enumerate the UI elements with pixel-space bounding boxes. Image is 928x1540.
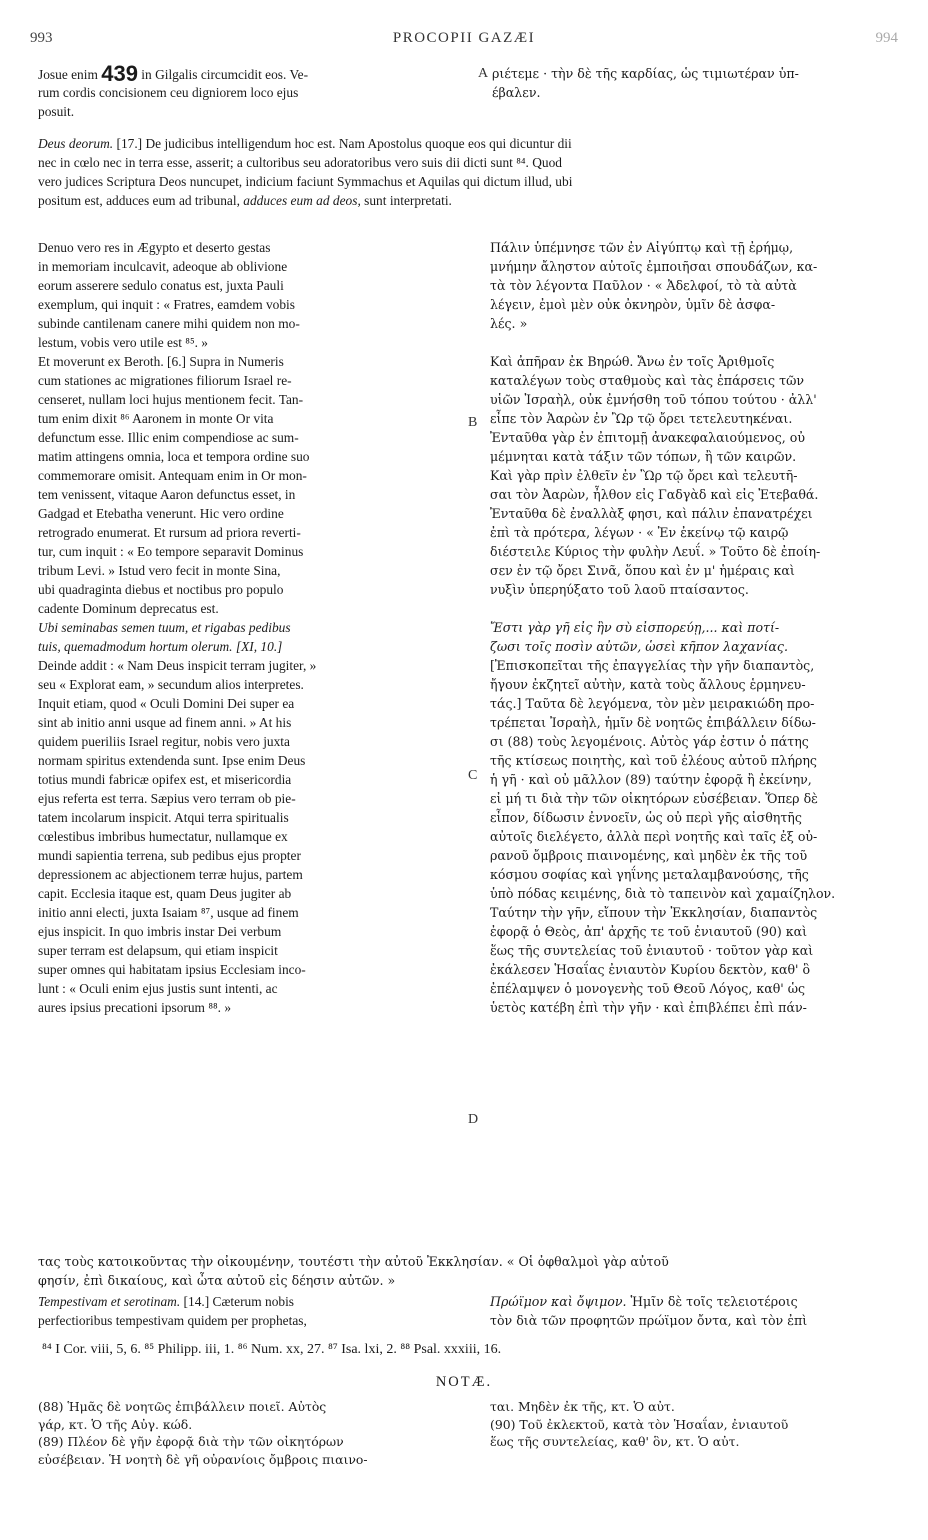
text-line: tuis, quemadmodum hortum olerum. [XI, 10.] [38, 639, 283, 654]
text-line: capit. Ecclesia itaque est, quam Deus jugiter ab [38, 886, 292, 901]
text-line: ριέτεμε · τὴν δὲ τῆς καρδίας, ὡς τιμιωτέραν ὑπ- [492, 66, 799, 81]
text-line: Πάλιν ὑπέμνησε τῶν ἐν Αἰγύπτῳ καὶ τῇ ἐρήμῳ, [490, 240, 794, 255]
text-segment: positum est, adduces eum ad tribunal, [38, 193, 244, 208]
text-line: μνήμην ἄληστον αὐτοῖς ἐμποιῆσαι σπουδάζων, κα- [490, 259, 818, 274]
note-line: ἕως τῆς συντελείας, καθ' ὃν, κτ. Ὁ αὐτ. [490, 1434, 740, 1449]
text-line: Et moverunt ex Beroth. [6.] Supra in Numeris [38, 354, 284, 369]
text-line: λέγειν, ἐμοὶ μὲν οὐκ ὀκνηρὸν, ὑμῖν δὲ ἀσφα- [490, 297, 776, 312]
text-line [38, 61, 470, 86]
text-line: Καὶ γὰρ πρὶν ἐλθεῖν ἐν Ὢρ τῷ ὄρει καὶ τελευτῆ- [490, 468, 798, 483]
text-line: eorum asserere sedulo conatus est, juxta Pauli [38, 278, 284, 293]
text-segment: Josue enim [38, 67, 102, 82]
text-line: vero judices Scriptura Deos nuncupet, indicium faciunt Symmachus et Aquilas qui dictum illud, ubi [38, 174, 573, 189]
margin-marker-b: B [468, 415, 478, 430]
text-line: τρέπεται Ἰσραὴλ, ἡμῖν δὲ νοητῶς ἐπιβάλλειν δίδω- [490, 715, 816, 730]
text-line: τας τοὺς κατοικοῦντας τὴν οἰκουμένην, τουτέστι τὴν αὐτοῦ Ἐκκλησίαν. « Οἱ ὀφθαλμοὶ γὰρ αὐτοῦ [38, 1254, 669, 1269]
text-line: ζωσι τοῖς ποσὶν αὐτῶν, ὡσεὶ κῆπον λαχανίας. [490, 639, 788, 654]
bottom-latin-block [38, 1292, 470, 1330]
text-line: διέστειλε Κύριος τὴν φυλὴν Λευΐ. » Τοῦτο δὲ ἐποίη- [490, 544, 821, 559]
text-line: quidem pueriliis Israel regitur, nobis vero juxta [38, 734, 290, 749]
text-line: εἰ μή τι διὰ τὴν τῶν οἰκητόρων εὐσέβειαν. Ὅπερ δὲ [490, 791, 818, 806]
text-line: depressionem ac abjectionem terræ hujus, partem [38, 867, 303, 882]
text-line: Inquit etiam, quod « Oculi Domini Dei super ea [38, 696, 295, 711]
lemma-italic: Deus deorum. [38, 136, 114, 151]
spanning-greek-lines [38, 1252, 910, 1290]
page-header [30, 30, 898, 52]
text-line: τῆς κτίσεως ποιητὴς, καὶ τοῦ ἐλέους αὐτοῦ πλήρης [490, 753, 817, 768]
text-line [490, 599, 910, 618]
text-line: ejus inspicit. In quo imbris instar Dei verbum [38, 924, 282, 939]
text-line: tatem incolarum inspicit. Atqui terra spiritualis [38, 810, 289, 825]
text-line: aures ipsius precationi ipsorum ⁸⁸. » [38, 1000, 232, 1015]
text-line: σαι τὸν Ἀαρὼν, ἦλθον εἰς Γαδγὰδ καὶ εἰς Ἐτεβαθά. [490, 487, 819, 502]
note-line: γάρ, κτ. Ὁ τῆς Αὐγ. κώδ. [38, 1416, 193, 1432]
note-line: (90) Τοῦ ἐκλεκτοῦ, κατὰ τὸν Ἡσαΐαν, ἐνιαυτοῦ [490, 1416, 789, 1432]
text-line: υἱῶν Ἰσραὴλ, οὐκ ἐμνήσθη τοῦ τόπου τούτου · ἀλλ' [490, 392, 817, 407]
text-line: μέμνηται κατὰ τάξιν τῶν τόπων, ἢ τῶν καιρῶν. [490, 449, 797, 464]
text-line: tribum Levi. » Istud vero fecit in monte Sina, [38, 563, 281, 578]
margin-marker-c: C [468, 768, 478, 783]
notes-left-column [38, 1398, 468, 1468]
text-line: lunt : « Oculi enim ejus justis sunt intenti, ac [38, 981, 278, 996]
text-line: cum stationes ac migrationes filiorum Israel re- [38, 373, 292, 388]
text-segment: in Gilgalis circumcidit eos. Ve- [137, 67, 309, 82]
text-line: tur, cum inquit : « Eo tempore separavit Dominus [38, 544, 304, 559]
text-line: ὑπὸ πόδας κειμένης, διὰ τὸ ταπεινὸν καὶ χαμαίζηλον. [490, 886, 836, 901]
text-line: ἐκάλεσεν Ἡσαΐας ἐνιαυτὸν Κυρίου δεκτὸν, καθ' ὃ [490, 962, 811, 977]
text-line: matim attingens omnia, loca et tempora ordine suo [38, 449, 310, 464]
text-line: φησίν, ἐπὶ δικαίους, καὶ ὦτα αὐτοῦ εἰς δέησιν αὐτῶν. » [38, 1273, 396, 1288]
text-line: ἕως τῆς συντελείας τοῦ ἐνιαυτοῦ · τοῦτον γὰρ καὶ [490, 943, 814, 958]
text-line: Ταύτην τὴν γῆν, εἴπουν τὴν Ἐκκλησίαν, διαπαντὸς [490, 905, 818, 920]
text-line: λές. » [490, 316, 528, 331]
full-width-paragraph [38, 134, 906, 210]
text-line: sint ab initio anni usque ad finem anni. » At his [38, 715, 292, 730]
text-line: τὰ τὸν λέγοντα Παῦλον · « Ἀδελφοί, τὸ τὰ αὐτὰ [490, 278, 797, 293]
text-line [490, 1292, 910, 1311]
text-line: ejus referta est terra. Sæpius vero terram ob pie- [38, 791, 296, 806]
text-line: Ubi seminabas semen tuum, et rigabas pedibus [38, 620, 291, 635]
text-line: τὸν διὰ τῶν προφητῶν πρώϊμον ὄντα, καὶ τὸν ἐπὶ [490, 1313, 808, 1328]
text-line: censeret, nullam loci hujus mentionem fecit. Tan- [38, 392, 304, 407]
text-line: tum enim dixit ⁸⁶ Aaronem in monte Or vita [38, 411, 274, 426]
text-line: έβαλεν. [492, 85, 541, 100]
text-line: in memoriam inculcavit, adeoque ab oblivione [38, 259, 288, 274]
text-line: posuit. [38, 104, 75, 119]
text-line: ρανοῦ ὄμβροις πιαινομένης, καὶ μηδὲν ἐκ τῆς τοῦ [490, 848, 808, 863]
text-line: σεν ἐν τῷ ὄρει Σινᾶ, ὅπου καὶ ἐν μ' ἡμέραις καὶ [490, 563, 795, 578]
margin-marker-d: D [468, 1112, 479, 1127]
text-line: ὑετὸς κατέβη ἐπὶ τὴν γῆν · καὶ ἐπιβλέπει ἐπὶ πάν- [490, 1000, 807, 1015]
column-number: 439 [101, 61, 138, 86]
notes-right-column [490, 1398, 910, 1451]
text-line: totius mundi fabricæ opifex est, et misericordia [38, 772, 292, 787]
text-line: cadente Dominum deprecatus est. [38, 601, 219, 616]
text-line: ἤγουν ἐκζητεῖ αὐτὴν, κατὰ τοὺς ἄλλους ἑρμηνευ- [490, 677, 806, 692]
text-line: perfectioribus tempestivam quidem per prophetas, [38, 1313, 307, 1328]
text-line: Deinde addit : « Nam Deus inspicit terram jugiter, » [38, 658, 317, 673]
top-latin-block [38, 61, 470, 121]
text-line: εἶπον, δίδωσιν ἐννοεῖν, ὡς οὐ περὶ γῆς αἰσθητῆς [490, 810, 802, 825]
text-line: rum cordis concisionem ceu digniorem loco ejus [38, 85, 299, 100]
note-line: ται. Μηδὲν ἐκ τῆς, κτ. Ὁ αὐτ. [490, 1399, 675, 1414]
page-number-left: 993 [30, 30, 53, 46]
top-greek-block [492, 64, 908, 102]
text-line: tem venissent, vitaque Aaron defunctus esset, in [38, 487, 296, 502]
text-line [38, 1292, 470, 1311]
text-line: commemorare omisit. Antequam enim in Or mon- [38, 468, 307, 483]
text-line [38, 134, 906, 153]
bottom-greek-block [490, 1292, 910, 1330]
lemma-italic: Πρώϊμον καὶ ὄψιμον. [490, 1294, 627, 1309]
text-line: νυξὶν ὑπερηύξατο τοῦ λαοῦ πταίσαντος. [490, 582, 749, 597]
text-line: [Ἐπισκοπεῖται τῆς ἐπαγγελίας τὴν γῆν διαπαντὸς, [490, 658, 815, 673]
text-line: εἶπε τὸν Ἀαρὼν ἐν Ὢρ τῷ ὄρει τετελευτηκέναι. [490, 411, 793, 426]
text-line: Ἐνταῦθα δὲ ἐναλλὰξ φησι, καὶ πάλιν ἐπανατρέχει [490, 506, 813, 521]
text-line: retrogrado enumerat. Et rursum ad priora reverti- [38, 525, 301, 540]
text-line: σι (88) τοὺς λεγομένοις. Αὐτὸς γάρ ἐστιν ὁ πάτης [490, 734, 809, 749]
text-line [490, 333, 910, 352]
text-segment: sunt interpretati. [360, 193, 452, 208]
text-line: κόσμου σοφίας καὶ γηΐνης μεταλαμβανούσης, τῆς [490, 867, 809, 882]
text-line: defunctum esse. Illic enim compendiose ac sum- [38, 430, 299, 445]
text-line: Ἔστι γὰρ γῆ εἰς ἣν σὺ εἰσπορεύῃ,... καὶ ποτί- [490, 620, 780, 635]
text-line: Gadgad et Etebatha venerunt. Hic vero ordine [38, 506, 284, 521]
text-line: exemplum, qui inquit : « Fratres, eamdem vobis [38, 297, 295, 312]
text-line: lestum, vobis vero utile est ⁸⁵. » [38, 335, 209, 350]
text-line: cœlestibus imbribus humectatur, nullamque ex [38, 829, 288, 844]
text-line: Ἐνταῦθα γὰρ ἐν ἐπιτομῇ ἀνακεφαλαιούμενος, οὐ [490, 430, 806, 445]
text-line: ἐπὶ τὰ πρότερα, λέγων · « Ἐν ἐκείνῳ τῷ καιρῷ [490, 525, 789, 540]
text-line: nec in cœlo nec in terra esse, asserit; a cultoribus seu adoratoribus vero suis dii dicti sunt ⁸⁴. Quod [38, 155, 563, 170]
notes-heading: NOTÆ. [435, 1374, 493, 1390]
text-line: normam spiritus extendenda sunt. Ipse enim Deus [38, 753, 306, 768]
text-line: Καὶ ἀπῆραν ἐκ Βηρώθ. Ἄνω ἐν τοῖς Ἀριθμοῖς [490, 354, 775, 369]
text-line: ἡ γῆ · καὶ οὐ μᾶλλον (89) ταύτην ἐφορᾷ ἢ ἐκείνην, [490, 772, 812, 787]
scripture-references: ⁸⁴ I Cor. viii, 5, 6. ⁸⁵ Philipp. iii, 1. ⁸⁶ Num. xx, 27. ⁸⁷ Isa. lxi, 2. ⁸⁸ Psal. xxxiii, 16. [42, 1342, 502, 1357]
text-segment: Ἡμῖν δὲ τοῖς τελειοτέροις [626, 1294, 798, 1309]
text-segment: [14.] Cæterum nobis [180, 1294, 295, 1309]
text-line: subinde cantilenam canere mihi quidem non mo- [38, 316, 300, 331]
page-number-right: 994 [875, 30, 898, 46]
text-line: ἐπέλαμψεν ὁ μονογενὴς τοῦ Θεοῦ Λόγος, καθ' ὡς [490, 981, 806, 996]
latin-column [38, 238, 470, 1017]
lemma-italic: Tempestivam et serotinam. [38, 1294, 181, 1309]
note-line: (88) Ἡμᾶς δὲ νοητῶς ἐπιβάλλειν ποιεῖ. Αὐτὸς [38, 1399, 327, 1414]
text-line: mundi sapientia terrena, sub pedibus ejus propter [38, 848, 301, 863]
text-line: καταλέγων τοὺς σταθμοὺς καὶ τὰς ἐπάρσεις τῶν [490, 373, 804, 388]
greek-column [490, 238, 910, 1017]
text-line: ubi quadraginta diebus et noctibus pro populo [38, 582, 284, 597]
note-line: εὐσέβειαν. Ἡ νοητὴ δὲ γῆ οὐρανίοις ὄμβροις πιαινο- [38, 1451, 368, 1467]
text-line: seu « Explorat eam, » secundum alios interpretes. [38, 677, 304, 692]
text-line: Denuo vero res in Ægypto et deserto gestas [38, 240, 271, 255]
text-line: super terram est delapsum, qui etiam inspicit [38, 943, 278, 958]
text-line: super omnes qui habitatam ipsius Ecclesiam inco- [38, 962, 306, 977]
text-line [38, 191, 906, 210]
text-line: ἐφορᾷ ὁ Θεὸς, ἀπ' ἀρχῆς τε τοῦ ἐνιαυτοῦ (90) καὶ [490, 924, 808, 939]
text-segment: [17.] De judicibus intelligendum hoc est. Nam Apostolus quoque eos qui dicuntur dii [113, 136, 572, 151]
lemma-italic: adduces eum ad deos, [243, 193, 361, 208]
note-line: (89) Πλέον δὲ γῆν ἐφορᾷ διὰ τὴν τῶν οἰκητόρων [38, 1434, 344, 1449]
text-line: initio anni electi, juxta Isaiam ⁸⁷, usque ad finem [38, 905, 299, 920]
running-title: PROCOPII GAZÆI [392, 30, 536, 46]
text-line: αὐτοῖς διελέγετο, ἀλλὰ περὶ νοητῆς καὶ ταῖς ἐξ οὐ- [490, 829, 818, 844]
text-line: τάς.] Ταῦτα δὲ λεγόμενα, τὸν μὲν μειρακιώδη προ- [490, 696, 815, 711]
margin-marker-a: A [478, 66, 489, 81]
